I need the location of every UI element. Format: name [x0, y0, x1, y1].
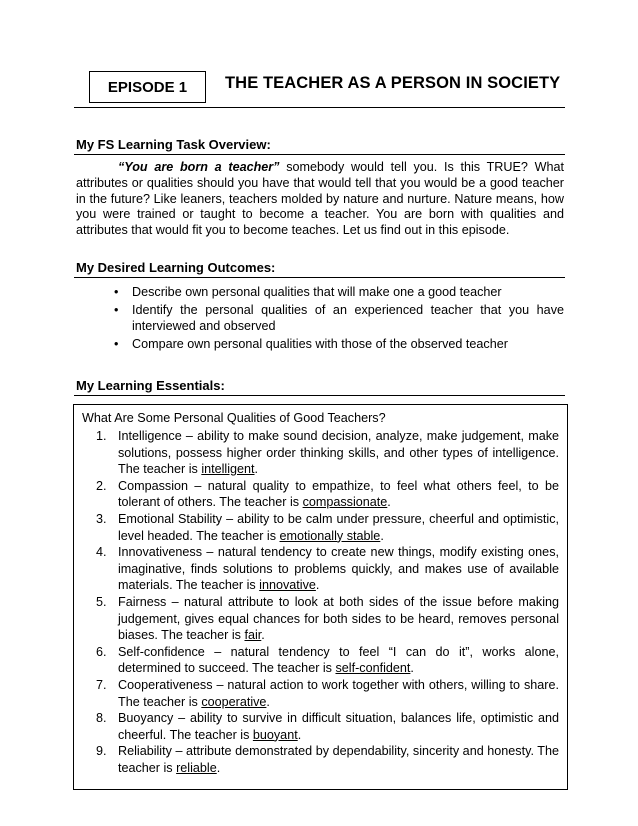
- quality-keyword: fair: [244, 628, 262, 643]
- list-item: • Identify the personal qualities of an experienced teacher that you have interviewed and observed: [114, 302, 564, 333]
- page-title: THE TEACHER AS A PERSON IN SOCIETY: [225, 74, 561, 92]
- title-divider: [74, 107, 565, 108]
- essentials-box-title: What Are Some Personal Qualities of Good Teachers?: [82, 411, 386, 425]
- quality-keyword: cooperative: [201, 694, 267, 709]
- list-item: • Compare own personal qualities with those of the observed teacher: [114, 336, 508, 351]
- bullet-icon: •: [114, 302, 119, 317]
- quality-keyword: innovative: [259, 578, 316, 593]
- episode-label-box: [89, 71, 206, 103]
- overview-divider: [74, 154, 565, 155]
- list-item: 2. Compassion – natural quality to empathize, to feel what others feel, to be tolerant of others. The teacher is compassionate.: [96, 478, 559, 510]
- list-item: 6. Self-confidence – natural tendency to feel “I can do it”, works alone, determined to succeed. The teacher is self-confident.: [96, 644, 559, 676]
- quality-keyword: reliable: [176, 760, 217, 775]
- outcomes-divider: [74, 277, 565, 278]
- outcomes-heading: My Desired Learning Outcomes:: [76, 260, 276, 275]
- episode-label: EPISODE 1: [107, 78, 188, 96]
- list-item: 8. Buoyancy – ability to survive in difficult situation, balances life, optimistic and cheerful. The teacher is buoyant.: [96, 711, 559, 742]
- overview-lead-quote: “You are born a teacher”: [118, 160, 280, 174]
- list-item: 5. Fairness – natural attribute to look at both sides of the issue before making judgement, gives equal chances for both sides to be heard, removes personal biases. The teacher is fair.: [96, 594, 559, 643]
- list-item: 1. Intelligence – ability to make sound decision, analyze, make judgement, make solutions, possess higher order thinking skills, and other types of intelligence. The teacher is intelligent.: [96, 429, 559, 477]
- quality-keyword: buoyant: [252, 727, 298, 742]
- list-item: 3. Emotional Stability – ability to be calm under pressure, cheerful and optimistic, level headed. The teacher is emotionally stable.: [96, 511, 559, 543]
- bullet-icon: •: [114, 336, 119, 351]
- overview-body: somebody would tell you. Is this TRUE? What attributes or qualities should you have that would tell that you would be a good teacher in the future? Like leaners, teachers molded by nature and nurture. Nature means, how you were trained or taught to become a teacher. You are born with qualities and attributes that would fit you to become teaches. Let us find out in this episode.: [76, 160, 564, 238]
- bullet-icon: •: [114, 285, 119, 299]
- list-item: 9. Reliability – attribute demonstrated by dependability, sincerity and honesty. The teacher is reliable.: [96, 744, 559, 775]
- essentials-divider: [74, 395, 565, 396]
- quality-keyword: emotionally stable: [279, 528, 381, 543]
- list-item: 7. Cooperativeness – natural action to work together with others, willing to share. The teacher is cooperative.: [96, 677, 559, 709]
- quality-keyword: compassionate: [302, 495, 388, 510]
- qualities-list: [96, 428, 559, 776]
- quality-keyword: intelligent: [201, 462, 255, 477]
- list-item: 4. Innovativeness – natural tendency to create new things, modify existing ones, imaginative, finds solutions to problems quickly, and makes use of available materials. The teacher is innovative.: [96, 545, 559, 593]
- list-item: • Describe own personal qualities that will make one a good teacher: [114, 285, 502, 299]
- outcomes-list: [112, 284, 564, 353]
- quality-keyword: self-confident: [335, 661, 411, 676]
- overview-paragraph: [76, 160, 564, 239]
- essentials-heading: My Learning Essentials:: [76, 378, 225, 393]
- overview-heading: My FS Learning Task Overview:: [76, 137, 271, 152]
